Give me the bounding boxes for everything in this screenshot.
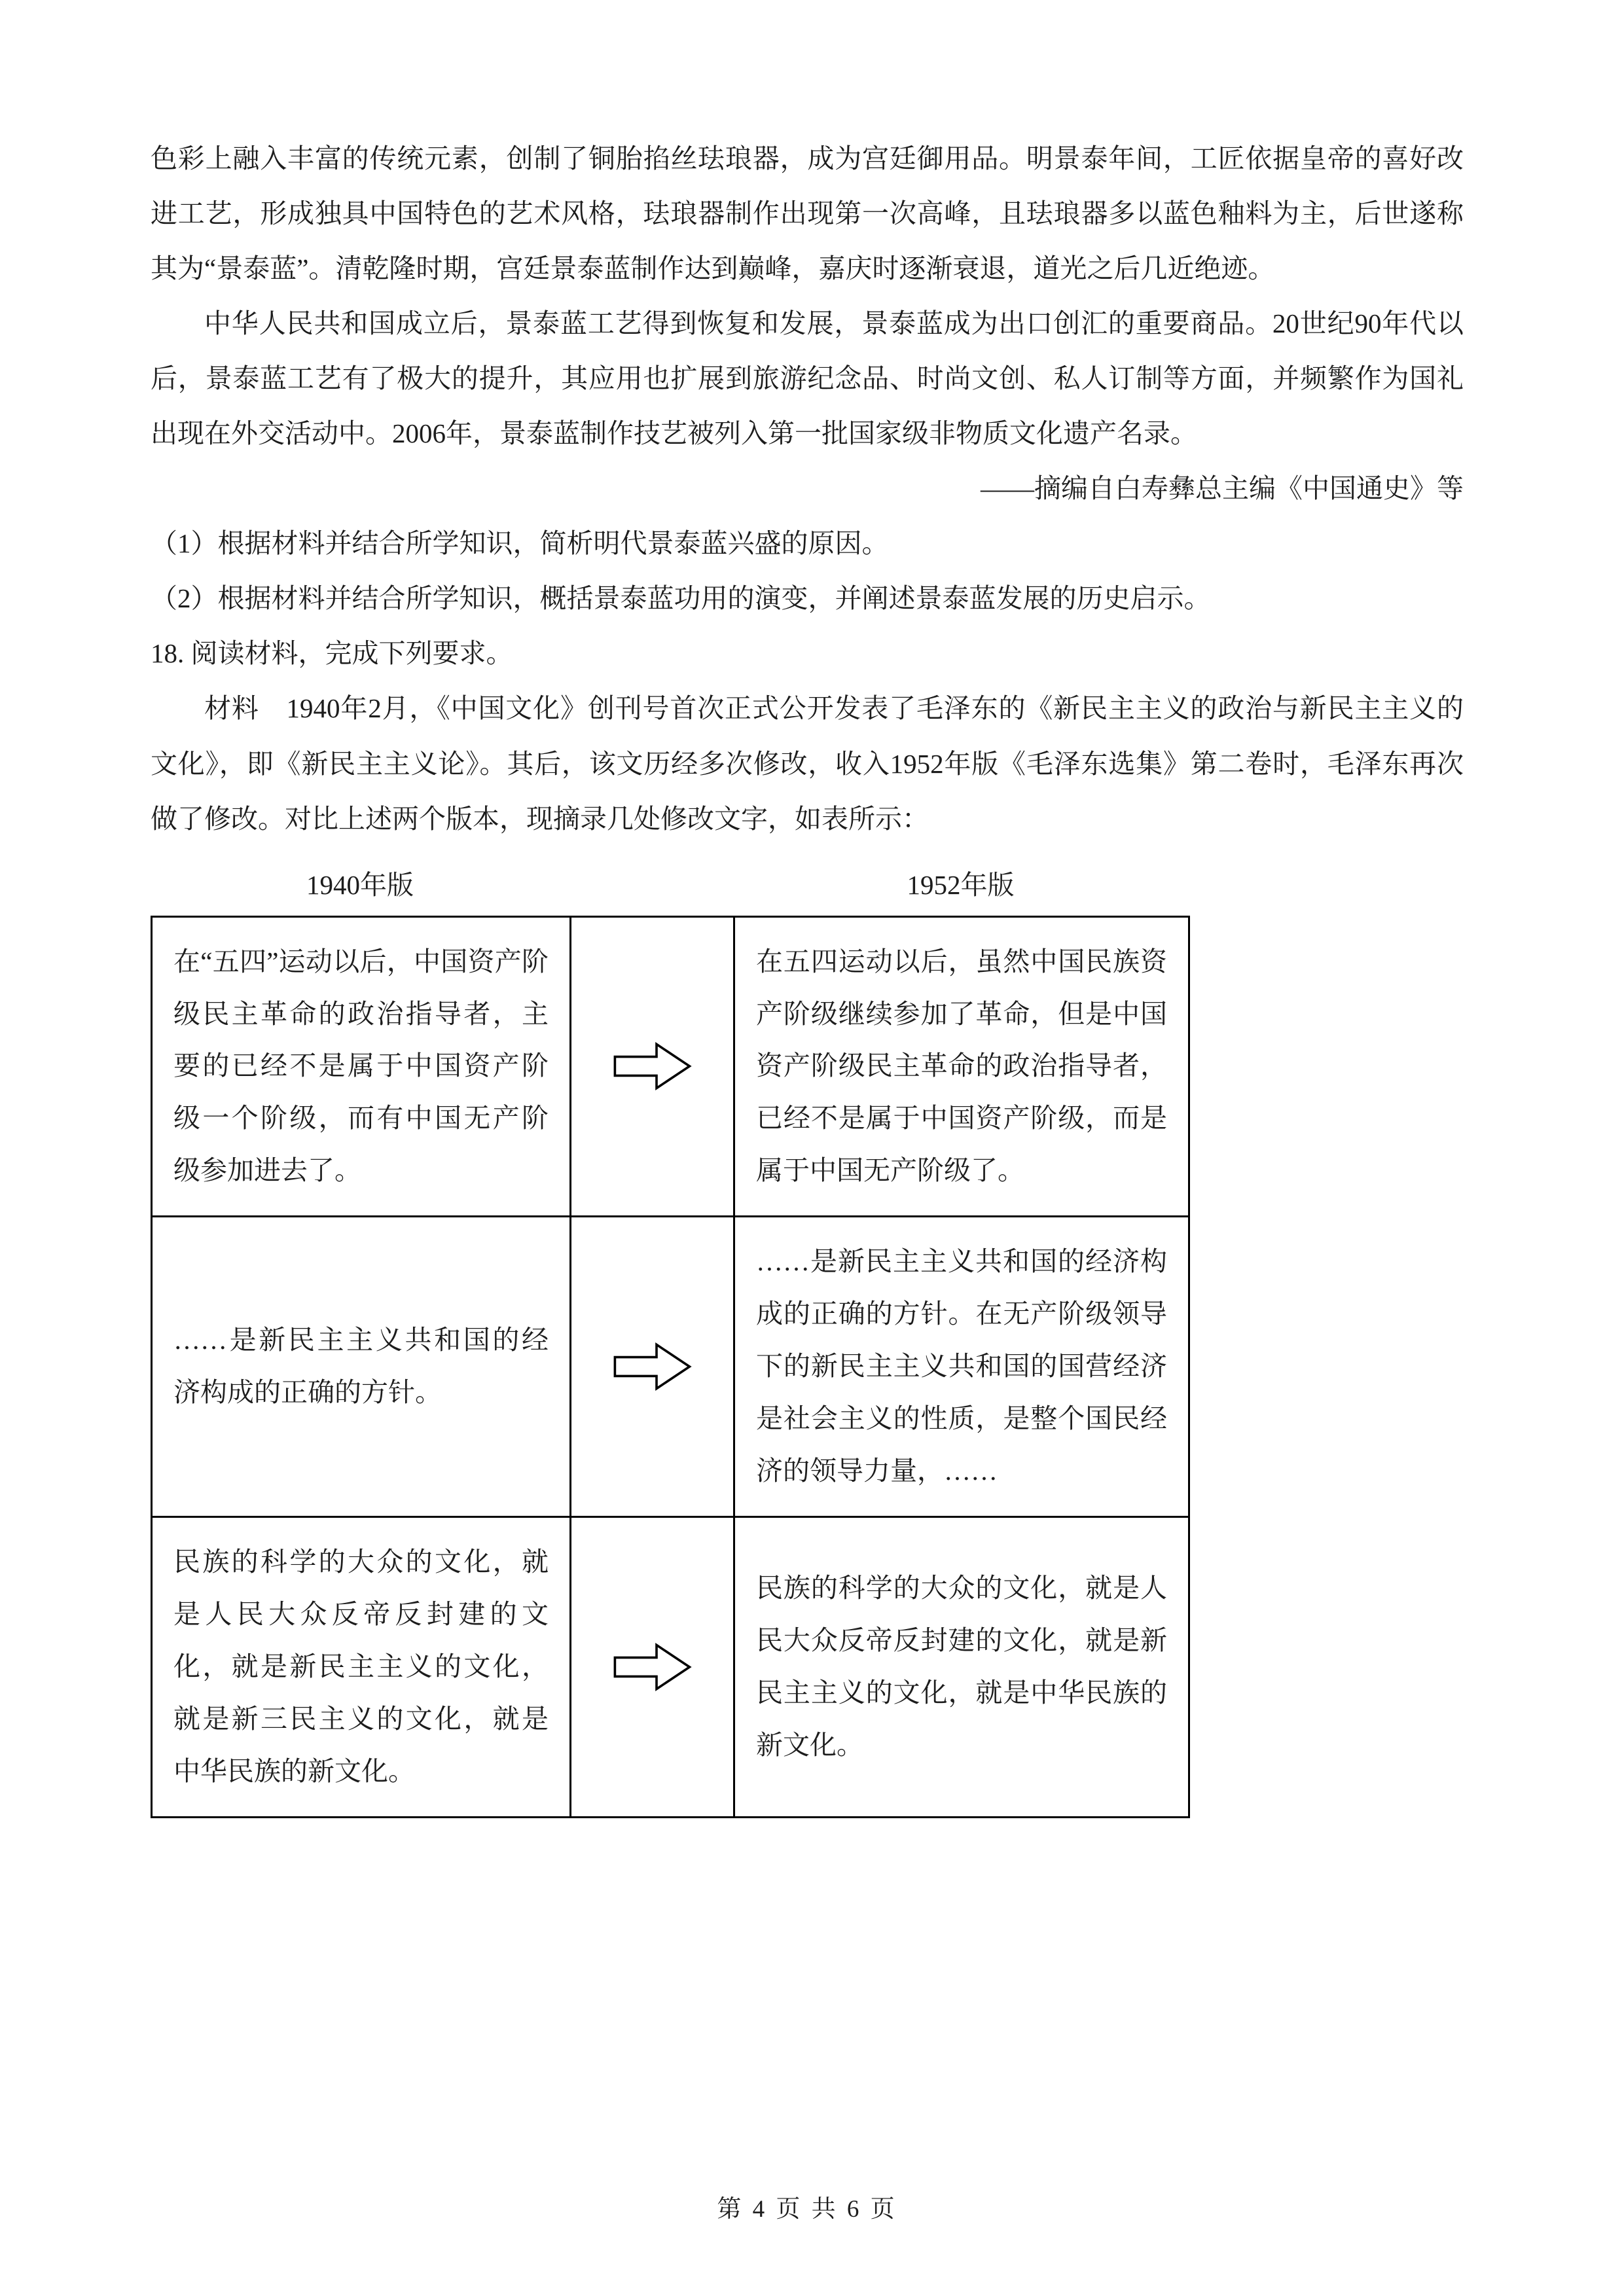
- table-header-1952: 1952年版: [907, 869, 1015, 900]
- table-column-headers: [151, 858, 1188, 912]
- cell-1952-row-1: 在五四运动以后，虽然中国民族资产阶级继续参加了革命，但是中国资产阶级民主革命的政治指导者，已经不是属于中国资产阶级，而是属于中国无产阶级了。: [756, 946, 1167, 1186]
- cell-1940-row-3: 民族的科学的大众的文化，就是人民大众反帝反封建的文化，就是新民主主义的文化，就是新三民主义的文化，就是中华民族的新文化。: [173, 1546, 549, 1786]
- paragraph-cloisonne-ming: 色彩上融入丰富的传统元素，创制了铜胎掐丝珐琅器，成为宫廷御用品。明景泰年间，工匠依据皇帝的喜好改进工艺，形成独具中国特色的艺术风格，珐琅器制作出现第一次高峰，且珐琅器多以蓝色釉料为主，后世遂称其为“景泰蓝”。清乾隆时期，宫廷景泰蓝制作达到巅峰，嘉庆时逐渐衰退，道光之后几近绝迹。: [151, 143, 1464, 284]
- question-2: （2）根据材料并结合所学知识，概括景泰蓝功用的演变，并阐述景泰蓝发展的历史启示。: [151, 583, 1211, 614]
- table-row: [152, 916, 1189, 1217]
- version-comparison-table: [151, 916, 1190, 1818]
- question-18: 18. 阅读材料，完成下列要求。: [151, 638, 513, 669]
- page-footer: 第 4 页 共 6 页: [717, 2196, 897, 2223]
- question-1: （1）根据材料并结合所学知识，简析明代景泰蓝兴盛的原因。: [151, 528, 889, 559]
- material-paragraph: 材料 1940年2月，《中国文化》创刊号首次正式公开发表了毛泽东的《新民主主义的政治与新民主主义的文化》，即《新民主主义论》。其后，该文历经多次修改，收入1952年版《毛泽东选集》第二卷时，毛泽东再次做了修改。对比上述两个版本，现摘录几处修改文字，如表所示：: [151, 693, 1464, 834]
- table-row: [152, 1217, 1189, 1517]
- table-header-1940: 1940年版: [306, 869, 414, 900]
- right-arrow-icon: [613, 1640, 692, 1695]
- paragraph-cloisonne-prc: 中华人民共和国成立后，景泰蓝工艺得到恢复和发展，景泰蓝成为出口创汇的重要商品。20世纪90年代以后，景泰蓝工艺有了极大的提升，其应用也扩展到旅游纪念品、时尚文创、私人订制等方面，并频繁作为国礼出现在外交活动中。2006年，景泰蓝制作技艺被列入第一批国家级非物质文化遗产名录。: [151, 308, 1464, 449]
- cell-1952-row-3: 民族的科学的大众的文化，就是人民大众反帝反封建的文化，就是新民主主义的文化，就是中华民族的新文化。: [756, 1572, 1167, 1760]
- table-header-spacer: [569, 858, 733, 912]
- right-arrow-icon: [613, 1039, 692, 1094]
- version-comparison-section: [151, 858, 1464, 1818]
- cell-1940-row-2: ……是新民主主义共和国的经济构成的正确的方针。: [173, 1325, 549, 1408]
- cell-1952-row-2: ……是新民主主义共和国的经济构成的正确的方针。在无产阶级领导下的新民主主义共和国的国营经济是社会主义的性质，是整个国民经济的领导力量，……: [756, 1246, 1167, 1486]
- right-arrow-icon: [613, 1339, 692, 1394]
- table-row: [152, 1516, 1189, 1817]
- cell-1940-row-1: 在“五四”运动以后，中国资产阶级民主革命的政治指导者，主要的已经不是属于中国资产阶级一个阶级，而有中国无产阶级参加进去了。: [173, 946, 549, 1186]
- source-attribution: ——摘编自白寿彝总主编《中国通史》等: [981, 473, 1464, 504]
